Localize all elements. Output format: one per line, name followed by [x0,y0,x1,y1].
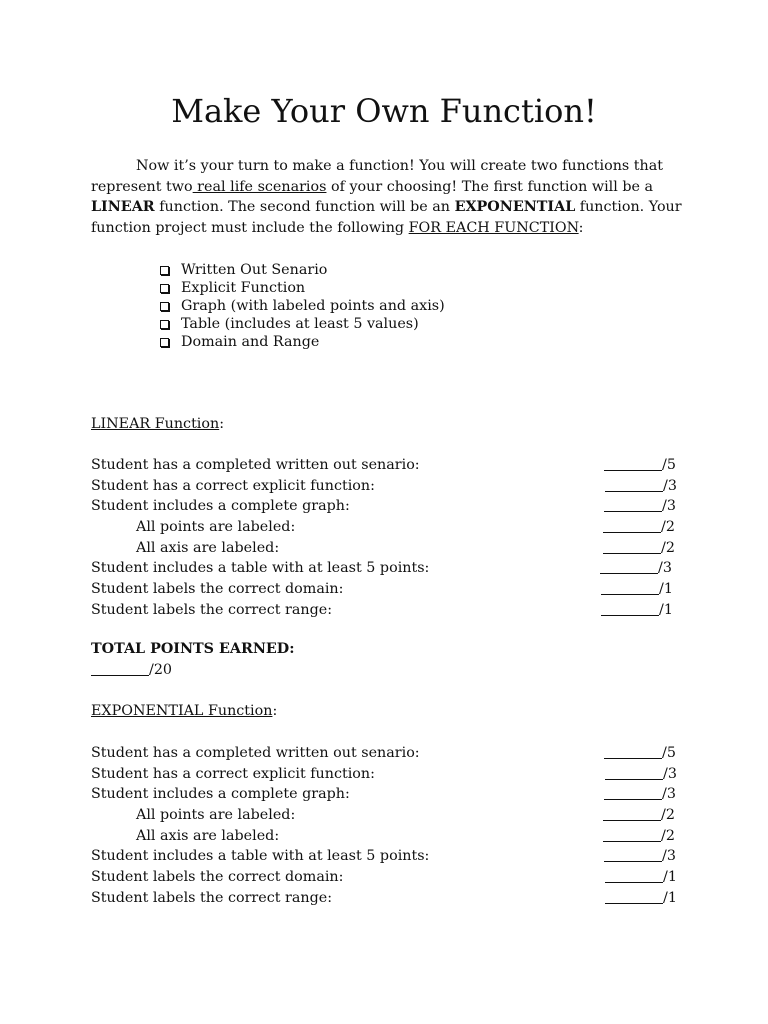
total-max-points: /20 [149,661,173,678]
rubric-score [605,476,677,497]
rubric-criterion: Student includes a table with at least 5 points: [91,848,430,865]
checkbox-icon [160,338,169,347]
rubric-row [91,764,691,785]
rubric-criterion: Student labels the correct range: [91,889,333,906]
rubric-criterion: All axis are labeled: [136,827,280,844]
rubric-max-points: /1 [663,869,677,886]
linear-heading-colon: : [219,416,225,432]
rubric-score [605,888,677,909]
rubric-row [91,517,691,538]
rubric-row [91,496,691,517]
rubric-row [91,558,691,579]
checklist-item-label: Table (includes at least 5 values) [181,316,419,332]
checkbox-icon [160,320,169,329]
intro-paragraph [91,156,691,239]
exponential-heading-colon: : [272,703,278,719]
checklist-item [158,315,445,333]
rubric-max-points: /3 [663,765,677,782]
rubric-score [604,784,676,805]
rubric-criterion: Student includes a complete graph: [91,498,350,515]
rubric-criterion: Student includes a complete graph: [91,786,350,803]
rubric-score [604,743,676,764]
intro-for-each-function: FOR EACH FUNCTION [408,220,579,237]
score-blank-line [603,539,661,554]
rubric-max-points: /2 [661,807,675,824]
rubric-max-points: /3 [658,560,672,577]
score-blank-line [605,889,663,904]
rubric-criterion: Student labels the correct domain: [91,581,344,598]
exponential-section-heading [91,701,277,722]
rubric-row [91,846,691,867]
score-blank-line [601,580,659,595]
score-blank-line [603,806,661,821]
score-blank-line [604,785,662,800]
score-blank-line [603,518,661,533]
checklist-item [158,261,445,279]
rubric-criterion: Student labels the correct range: [91,601,333,618]
score-blank-line [605,868,663,883]
rubric-score [603,826,675,847]
rubric-criterion: Student has a correct explicit function: [91,477,375,494]
rubric-row [91,743,691,764]
rubric-score [605,764,677,785]
rubric-criterion: All axis are labeled: [136,539,280,556]
intro-linear-bold: LINEAR [91,199,155,216]
exponential-rubric [91,743,691,909]
checkbox-icon [160,284,169,293]
rubric-row [91,600,691,621]
page-title: Make Your Own Function! [171,92,597,130]
requirements-checklist [158,261,445,351]
exponential-heading-text: EXPONENTIAL Function [91,703,273,719]
intro-text-7: function. Your function project must include the following [91,199,682,237]
rubric-criterion: Student has a completed written out senario: [91,745,420,761]
rubric-score [603,538,675,559]
rubric-criterion: Student has a correct explicit function: [91,765,375,782]
linear-rubric [91,455,691,621]
intro-text-3: of your choosing! The first function will be a [326,178,654,195]
rubric-score [604,846,676,867]
rubric-max-points: /1 [659,581,673,598]
rubric-max-points: /2 [661,827,675,844]
rubric-max-points: /2 [661,539,675,556]
rubric-row [91,805,691,826]
checklist-item [158,333,445,351]
rubric-max-points: /5 [662,457,676,473]
total-points-score [91,660,295,681]
rubric-score [604,496,676,517]
score-blank-line [604,847,662,862]
rubric-max-points: /3 [662,498,676,515]
rubric-criterion: Student has a completed written out senario: [91,457,420,473]
linear-section-heading [91,414,224,435]
rubric-row [91,867,691,888]
score-blank-line [604,456,662,471]
total-points-label: TOTAL POINTS EARNED: [91,641,295,657]
score-blank-line [604,744,662,759]
rubric-max-points: /3 [663,477,677,494]
rubric-score [604,455,676,476]
rubric-criterion: Student includes a table with at least 5 points: [91,560,430,577]
rubric-criterion: All points are labeled: [136,807,296,824]
intro-text-1: Now it’s your turn to make a function! You will create two functions that represent two [91,158,664,195]
rubric-score [603,517,675,538]
checkbox-icon [160,302,169,311]
rubric-score [603,805,675,826]
score-blank-line [91,661,149,676]
rubric-criterion: All points are labeled: [136,519,296,536]
linear-total [91,639,295,680]
checklist-item-label: Explicit Function [181,280,306,296]
rubric-row [91,826,691,847]
checkbox-icon [160,266,169,275]
intro-real-life-scenarios: real life scenarios [192,178,327,195]
rubric-row [91,579,691,600]
rubric-max-points: /5 [662,745,676,761]
intro-text-9: : [578,220,584,237]
rubric-max-points: /1 [659,601,673,618]
score-blank-line [601,601,659,616]
rubric-score [605,867,677,888]
rubric-criterion: Student labels the correct domain: [91,869,344,886]
checklist-item-label: Graph (with labeled points and axis) [181,298,445,314]
rubric-row [91,476,691,497]
rubric-max-points: /1 [663,889,677,906]
intro-text-5: function. The second function will be an [154,199,455,216]
rubric-row [91,538,691,559]
rubric-score [600,558,672,579]
checklist-item [158,297,445,315]
checklist-item-label: Domain and Range [181,334,320,350]
intro-exponential-bold: EXPONENTIAL [454,199,576,216]
rubric-score [601,579,673,600]
rubric-row [91,455,691,476]
rubric-max-points: /2 [661,519,675,536]
linear-heading-text: LINEAR Function [91,416,220,432]
score-blank-line [600,559,658,574]
rubric-row [91,888,691,909]
score-blank-line [603,827,661,842]
rubric-max-points: /3 [662,848,676,865]
checklist-item-label: Written Out Senario [181,262,328,278]
checklist-item [158,279,445,297]
score-blank-line [604,497,662,512]
score-blank-line [605,765,663,780]
score-blank-line [605,477,663,492]
rubric-row [91,784,691,805]
rubric-max-points: /3 [662,786,676,803]
rubric-score [601,600,673,621]
